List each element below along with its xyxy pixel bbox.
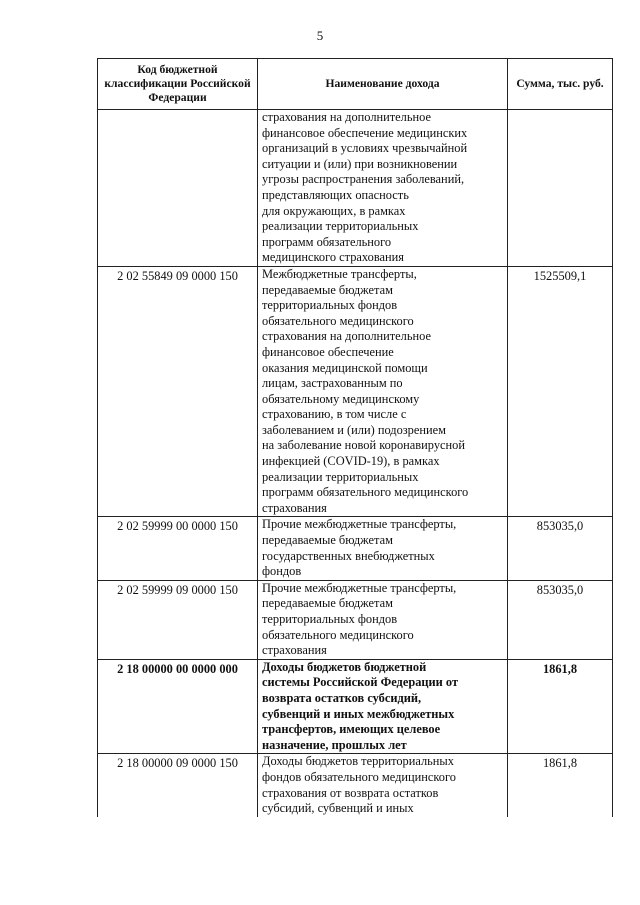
name-line: обязательному медицинскому	[262, 391, 420, 406]
header-amount: Сумма, тыс. руб.	[508, 59, 613, 110]
cell-code: 2 02 59999 00 0000 150	[98, 517, 258, 580]
cell-amount: 853035,0	[508, 517, 613, 580]
cell-name	[258, 754, 508, 817]
name-line: территориальных фондов	[262, 298, 398, 313]
table-row	[98, 659, 613, 754]
name-line: представляющих опасность	[262, 187, 409, 202]
table-row	[98, 580, 613, 659]
name-line: программ обязательного медицинского	[262, 485, 469, 500]
name-line: страхования на дополнительное	[262, 110, 431, 124]
header-name: Наименование дохода	[258, 59, 508, 110]
name-line: заболеванием и (или) подозрением	[262, 422, 446, 437]
name-line: государственных внебюджетных	[262, 548, 435, 563]
cell-amount: 1861,8	[508, 659, 613, 754]
cell-code: 2 02 55849 09 0000 150	[98, 266, 258, 517]
table-body	[98, 110, 613, 817]
name-line: страхования	[262, 643, 327, 658]
name-line: реализации территориальных	[262, 219, 419, 234]
budget-revenue-table	[97, 58, 613, 817]
cell-name	[258, 580, 508, 659]
name-line: финансовое обеспечение	[262, 344, 394, 359]
cell-amount: 853035,0	[508, 580, 613, 659]
cell-amount: 1525509,1	[508, 266, 613, 517]
name-line: обязательного медицинского	[262, 627, 414, 642]
name-line: угрозы распространения заболеваний,	[262, 172, 465, 187]
header-code: Код бюджетной классификации Российской Федерации	[98, 59, 258, 110]
cell-code: 2 18 00000 09 0000 150	[98, 754, 258, 817]
name-line: Доходы бюджетов бюджетной	[262, 659, 427, 674]
table-row	[98, 266, 613, 517]
table-header-row	[98, 59, 613, 110]
table-row	[98, 110, 613, 267]
cell-name	[258, 517, 508, 580]
name-line: лицам, застрахованным по	[262, 376, 403, 391]
page-number: 5	[316, 28, 324, 43]
name-line: программ обязательного	[262, 234, 392, 249]
name-line: оказания медицинской помощи	[262, 360, 428, 375]
name-line: субсидий, субвенций и иных	[262, 801, 414, 816]
name-line: трансфертов, имеющих целевое	[262, 722, 441, 737]
name-line: страхования от возврата остатков	[262, 785, 439, 800]
name-line: страхованию, в том числе с	[262, 407, 407, 422]
cell-name	[258, 659, 508, 754]
name-line: финансовое обеспечение медицинских	[262, 125, 468, 140]
cell-code	[98, 110, 258, 267]
name-line: на заболевание новой коронавирусной	[262, 438, 465, 453]
name-line: фондов обязательного медицинского	[262, 769, 456, 784]
name-line: передаваемые бюджетам	[262, 596, 393, 611]
name-line: для окружающих, в рамках	[262, 203, 406, 218]
name-line: возврата остатков субсидий,	[262, 690, 422, 705]
cell-code: 2 02 59999 09 0000 150	[98, 580, 258, 659]
name-line: передаваемые бюджетам	[262, 533, 393, 548]
name-line: Межбюджетные трансферты,	[262, 266, 417, 281]
cell-name	[258, 110, 508, 267]
cell-amount: 1861,8	[508, 754, 613, 817]
name-line: Доходы бюджетов территориальных	[262, 754, 454, 769]
table-row	[98, 517, 613, 580]
name-line: организаций в условиях чрезвычайной	[262, 141, 468, 156]
cell-name	[258, 266, 508, 517]
name-line: назначение, прошлых лет	[262, 737, 407, 752]
name-line: ситуации и (или) при возникновении	[262, 156, 458, 171]
name-line: реализации территориальных	[262, 469, 419, 484]
name-line: системы Российской Федерации от	[262, 675, 459, 690]
name-line: передаваемые бюджетам	[262, 282, 393, 297]
name-line: медицинского страхования	[262, 250, 404, 265]
name-line: фондов	[262, 564, 302, 579]
name-line: Прочие межбюджетные трансферты,	[262, 517, 457, 532]
cell-amount	[508, 110, 613, 267]
name-line: Прочие межбюджетные трансферты,	[262, 580, 457, 595]
name-line: страхования на дополнительное	[262, 329, 431, 344]
table-row	[98, 754, 613, 817]
name-line: страхования	[262, 500, 327, 515]
name-line: инфекцией (COVID-19), в рамках	[262, 454, 440, 469]
name-line: территориальных фондов	[262, 612, 398, 626]
cell-code: 2 18 00000 00 0000 000	[98, 659, 258, 754]
name-line: субвенций и иных межбюджетных	[262, 706, 455, 721]
name-line: обязательного медицинского	[262, 313, 414, 328]
